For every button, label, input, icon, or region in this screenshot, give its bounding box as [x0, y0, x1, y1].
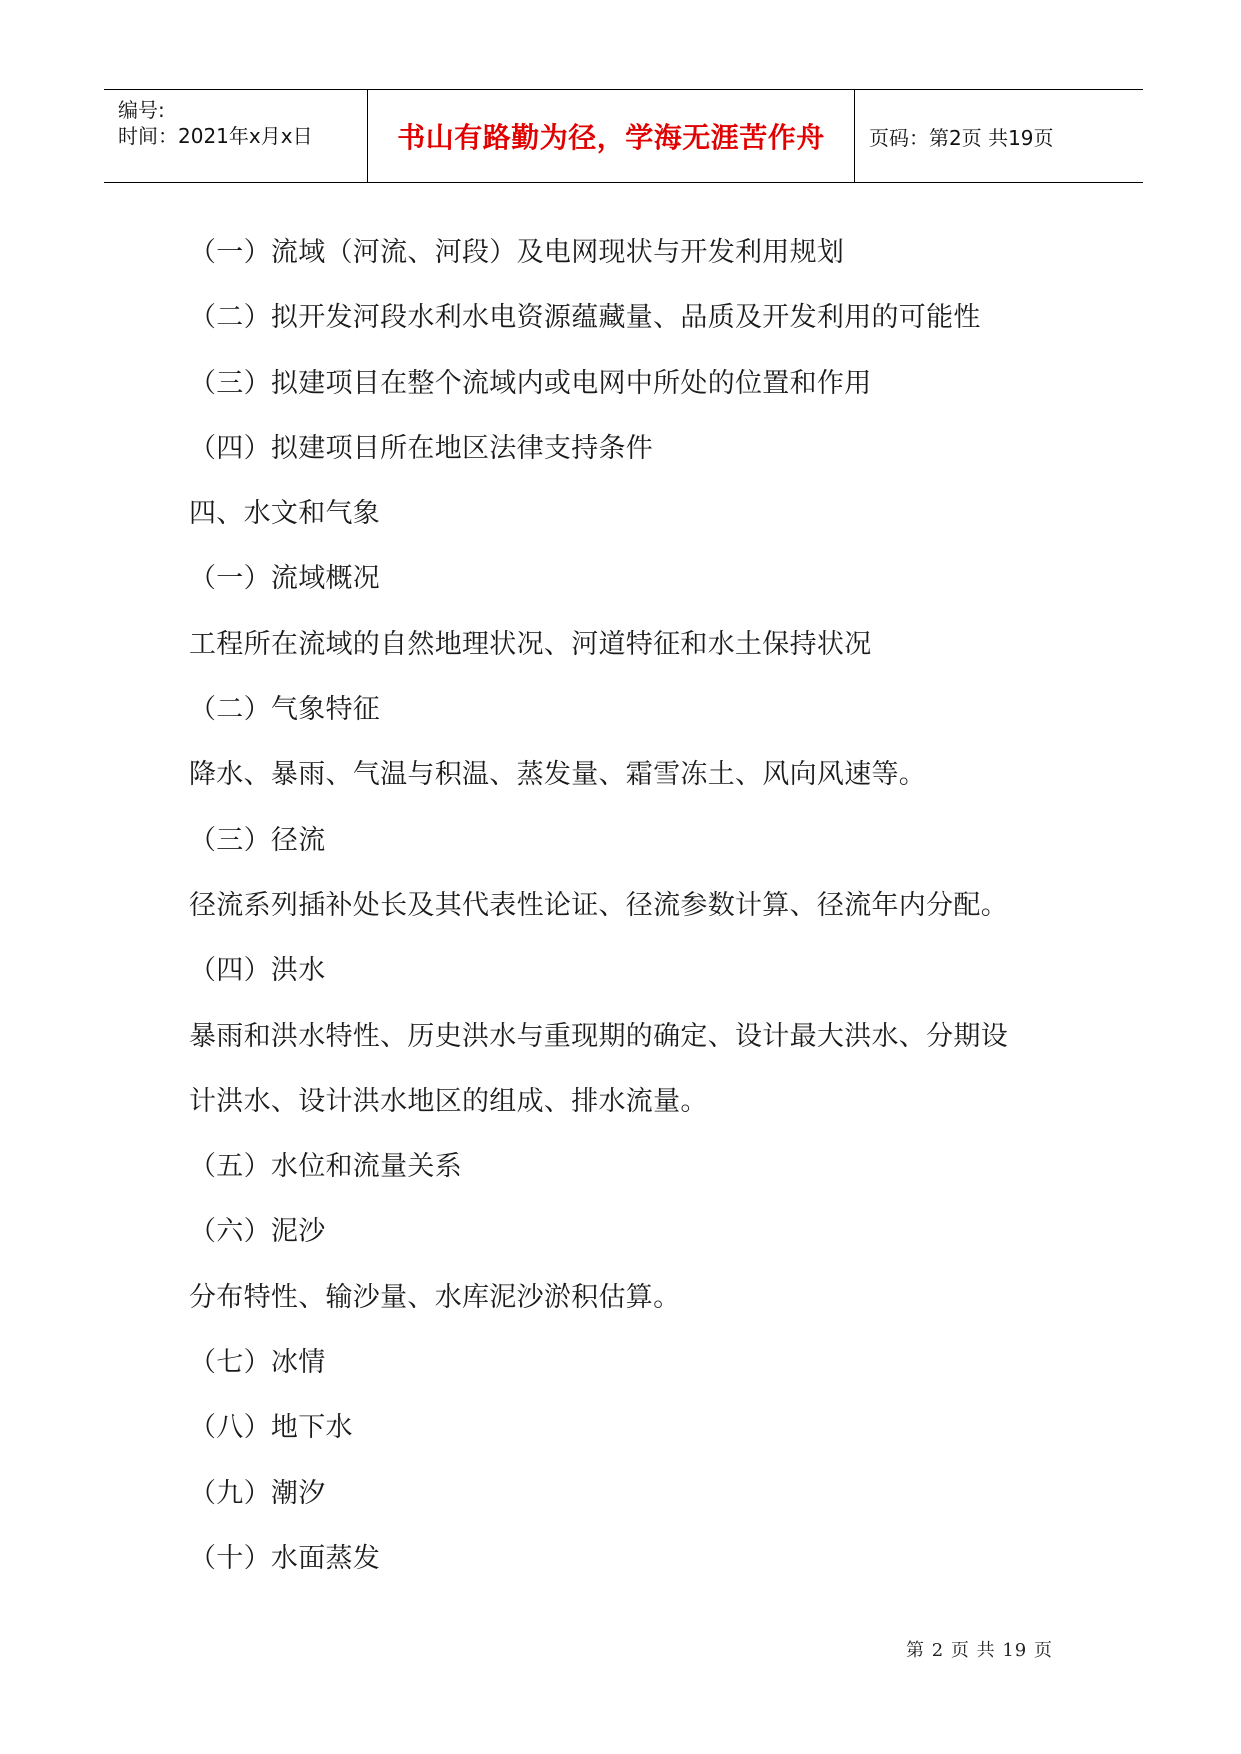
body-line: 分布特性、输沙量、水库泥沙淤积估算。 — [189, 1281, 681, 1313]
body-line: 工程所在流域的自然地理状况、河道特征和水土保持状况 — [189, 628, 872, 660]
body-line: （一）流域（河流、河段）及电网现状与开发利用规划 — [189, 237, 845, 268]
header-meta-cell — [104, 90, 368, 182]
page-header — [104, 89, 1143, 183]
header-motto: 书山有路勤为径，学海无涯苦作舟 — [368, 90, 855, 182]
body-line: （七）冰情 — [189, 1347, 326, 1379]
body-line: （十）水面蒸发 — [189, 1542, 381, 1574]
body-line: （八）地下水 — [189, 1412, 353, 1444]
body-line: （二）拟开发河段水利水电资源蕴藏量、品质及开发利用的可能性 — [189, 302, 981, 334]
section-heading: 四、水文和气象 — [189, 498, 381, 530]
body-line: （一）流域概况 — [189, 563, 381, 595]
body-line: （四）拟建项目所在地区法律支持条件 — [189, 432, 654, 464]
body-line: （四）洪水 — [189, 955, 326, 987]
body-line: 降水、暴雨、气温与积温、蒸发量、霜雪冻土、风向风速等。 — [189, 759, 927, 791]
header-page-code: 页码：第2页 共19页 — [869, 125, 1054, 150]
time-label: 时间：2021年x月x日 — [118, 124, 313, 148]
body-line: （三）径流 — [189, 824, 326, 856]
body-line: （九）潮汐 — [189, 1477, 326, 1509]
body-line: （六）泥沙 — [189, 1216, 326, 1248]
body-line: （三）拟建项目在整个流域内或电网中所处的位置和作用 — [189, 367, 872, 399]
document-body — [189, 220, 1069, 1591]
body-line: 暴雨和洪水特性、历史洪水与重现期的确定、设计最大洪水、分期设 — [189, 1020, 1008, 1052]
page-footer: 第 2 页 共 19 页 — [906, 1640, 1053, 1661]
body-line: （五）水位和流量关系 — [189, 1151, 462, 1183]
body-line: （二）气象特征 — [189, 694, 381, 726]
body-line: 径流系列插补处长及其代表性论证、径流参数计算、径流年内分配。 — [189, 889, 1008, 921]
body-line: 计洪水、设计洪水地区的组成、排水流量。 — [189, 1085, 708, 1117]
serial-label: 编号: — [118, 98, 165, 122]
